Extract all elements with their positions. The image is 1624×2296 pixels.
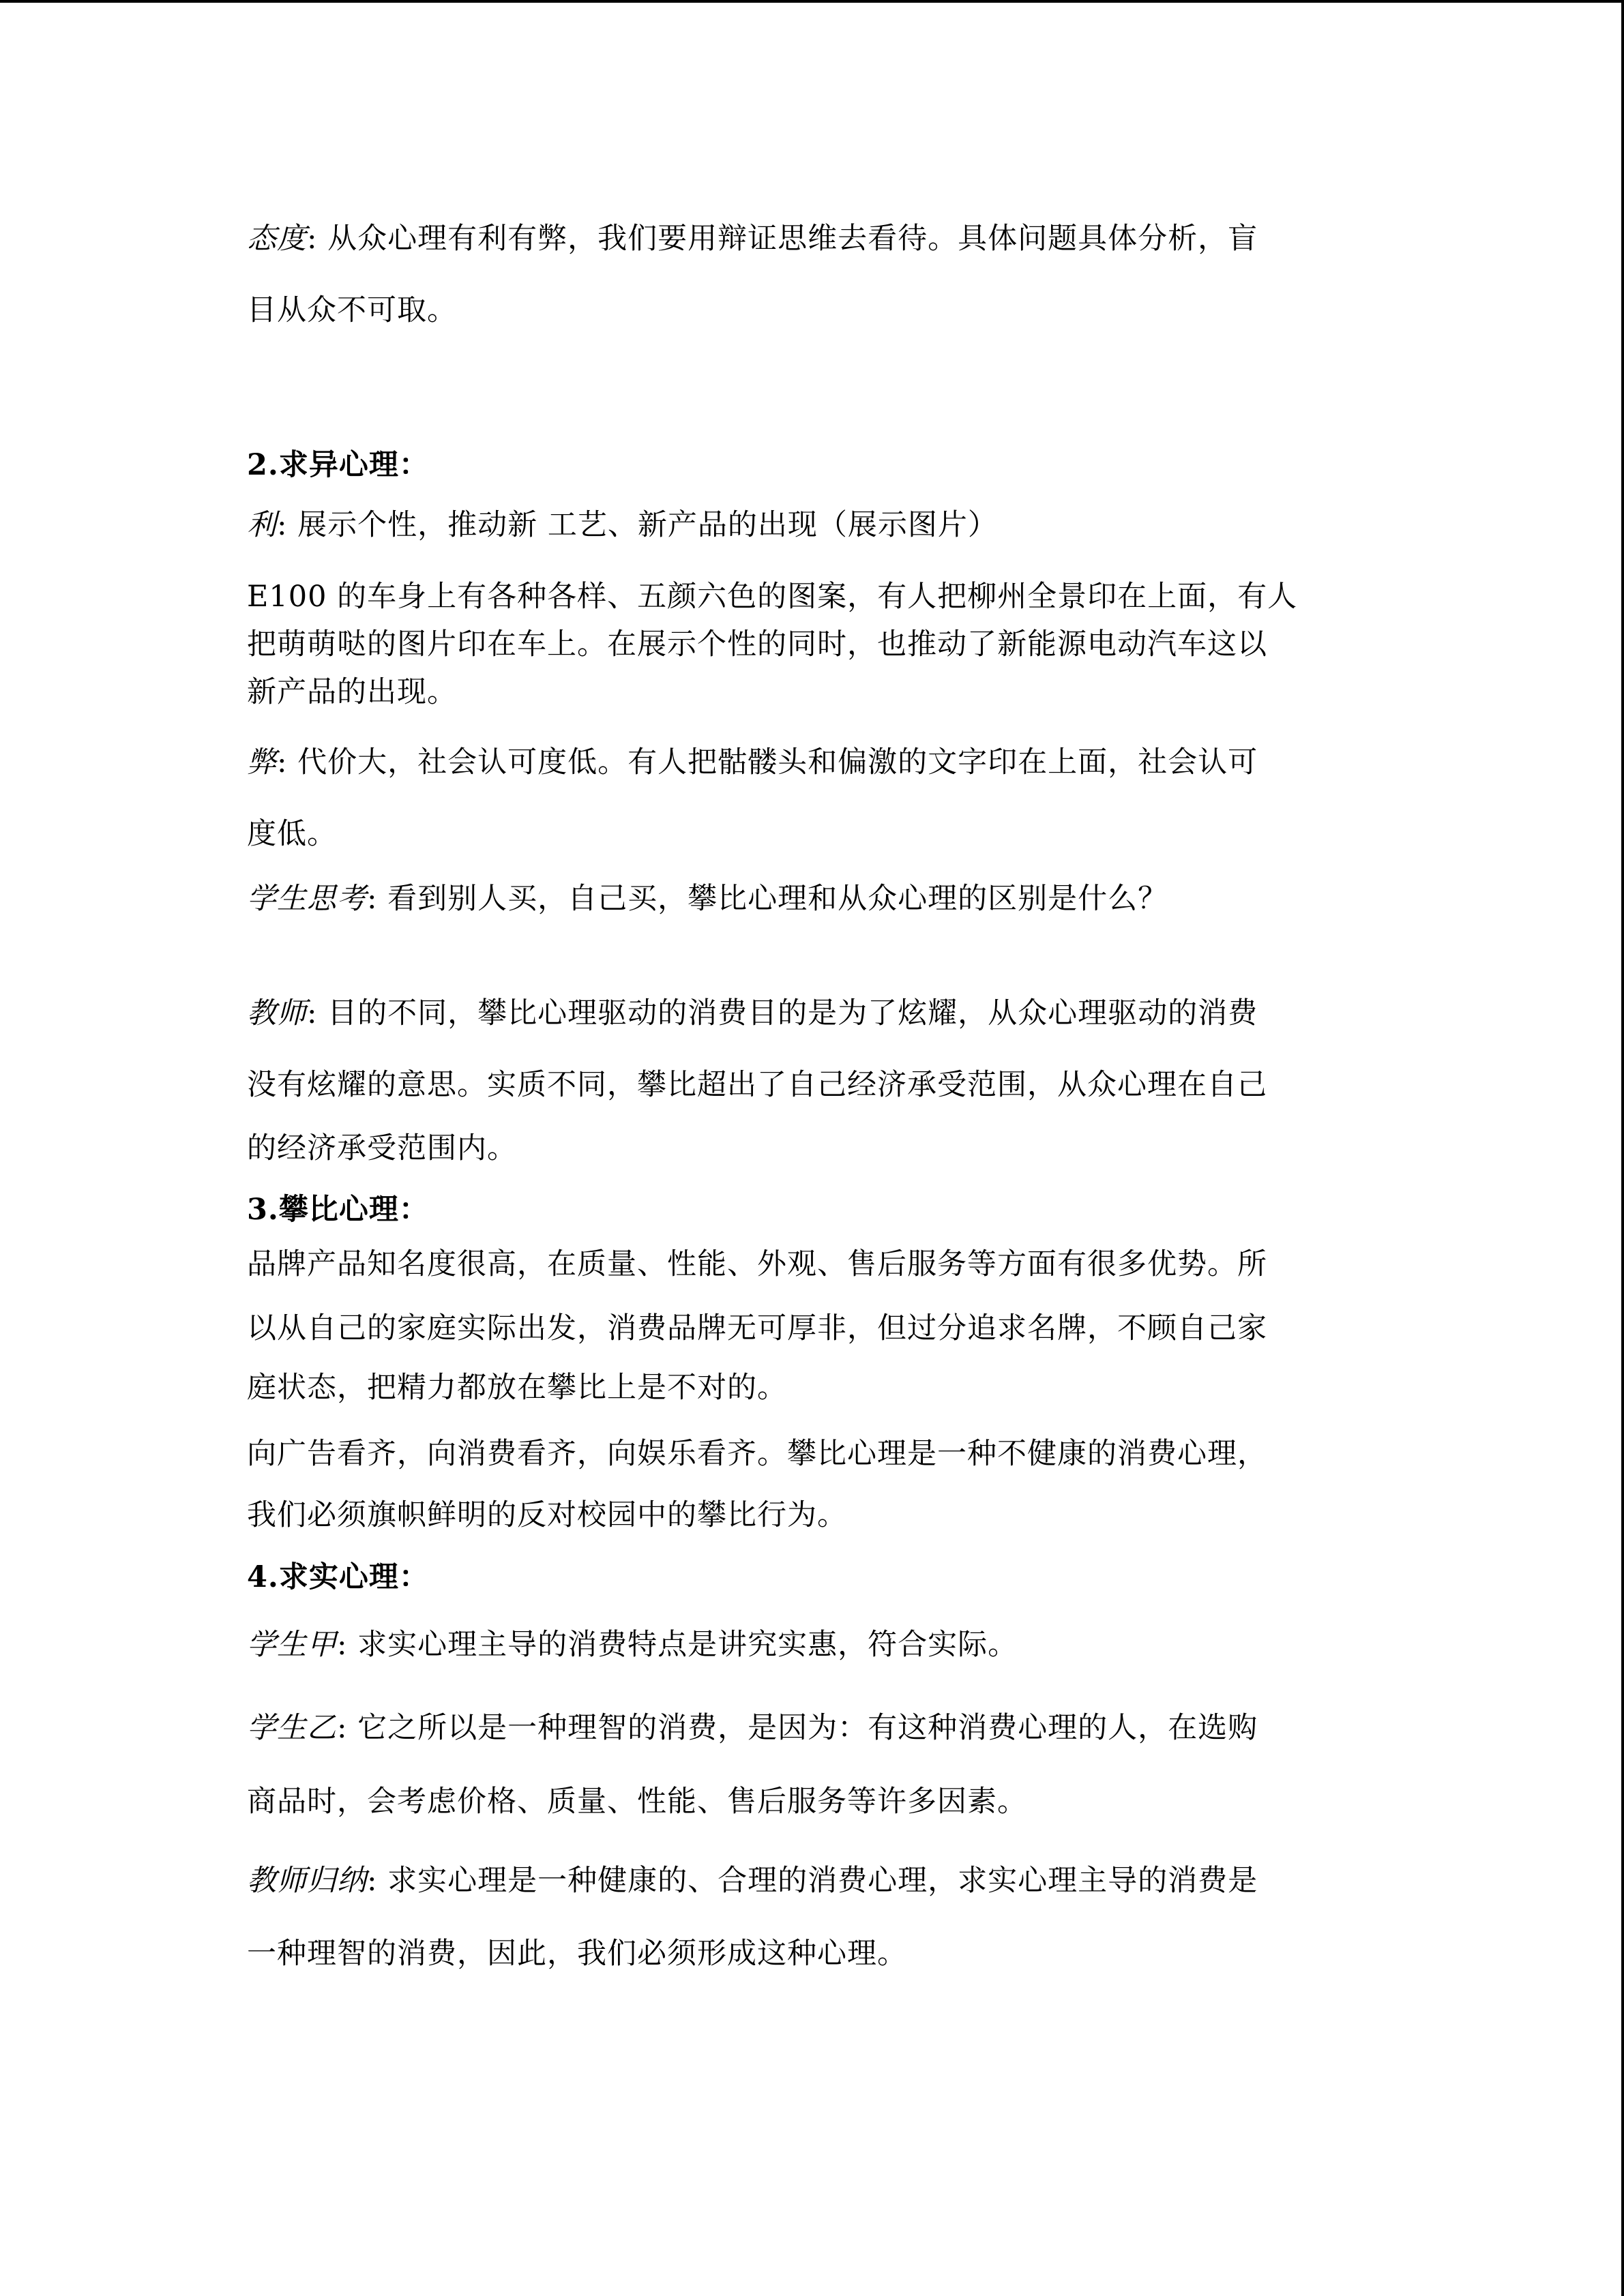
line-text: 度低。	[247, 817, 337, 851]
line-text: : 它之所以是一种理智的消费，是因为：有这种消费心理的人，在选购	[337, 1711, 1258, 1745]
text-line	[247, 220, 1372, 258]
text-line	[247, 743, 1372, 781]
line-text: : 从众心理有利有弊，我们要用辩证思维去看待。具体问题具体分析，盲	[307, 222, 1258, 256]
line-text: 新产品的出现。	[247, 675, 457, 709]
line-text: 商品时，会考虑价格、质量、性能、售后服务等许多因素。	[247, 1785, 1027, 1819]
page-top-border	[0, 0, 1624, 3]
line-text: 一种理智的消费，因此，我们必须形成这种心理。	[247, 1937, 907, 1971]
text-line	[247, 1129, 1372, 1167]
speaker-label: 弊	[247, 745, 277, 779]
speaker-label: 态度	[247, 222, 307, 256]
text-line	[247, 1309, 1372, 1347]
line-text: 庭状态，把精力都放在攀比上是不对的。	[247, 1371, 787, 1405]
text-line	[247, 1369, 1372, 1407]
text-line	[247, 1709, 1372, 1747]
section-heading: 3.攀比心理：	[247, 1193, 429, 1227]
line-text: : 求实心理主导的消费特点是讲究实惠，符合实际。	[337, 1628, 1018, 1662]
line-text: 以从自己的家庭实际出发，消费品牌无可厚非，但过分追求名牌，不顾自己家	[247, 1311, 1267, 1345]
line-text: : 展示个性，推动新 工艺、新产品的出现（展示图片）	[277, 508, 998, 542]
line-text: 向广告看齐，向消费看齐，向娱乐看齐。攀比心理是一种不健康的消费心理，	[247, 1437, 1267, 1471]
text-line	[247, 1862, 1372, 1900]
line-text: 目从众不可取。	[247, 293, 457, 327]
text-line	[247, 1435, 1372, 1473]
text-line	[247, 815, 1372, 853]
text-line	[247, 994, 1372, 1032]
line-text: 品牌产品知名度很高，在质量、性能、外观、售后服务等方面有很多优势。所	[247, 1247, 1267, 1281]
text-line	[247, 506, 1372, 544]
speaker-label: 学生乙	[247, 1711, 337, 1745]
page-right-border	[1621, 0, 1624, 2296]
line-text: : 求实心理是一种健康的、合理的消费心理，求实心理主导的消费是	[367, 1864, 1258, 1898]
section-heading: 2.求异心理：	[247, 448, 429, 482]
speaker-label: 学生思考	[247, 882, 367, 916]
line-text: 没有炫耀的意思。实质不同，攀比超出了自己经济承受范围，从众心理在自己	[247, 1068, 1267, 1102]
line-text: : 看到别人买，自己买，攀比心理和从众心理的区别是什么？	[367, 882, 1168, 916]
text-line	[247, 291, 1372, 329]
text-line	[247, 1935, 1372, 1973]
text-line	[247, 578, 1372, 616]
line-text: : 目的不同，攀比心理驱动的消费目的是为了炫耀，从众心理驱动的消费	[307, 996, 1258, 1030]
line-text: 的经济承受范围内。	[247, 1131, 517, 1165]
text-line	[247, 1245, 1372, 1283]
speaker-label: 利	[247, 508, 277, 542]
line-text: 我们必须旗帜鲜明的反对校园中的攀比行为。	[247, 1498, 847, 1532]
text-line	[247, 1626, 1372, 1664]
text-line	[247, 1066, 1372, 1104]
line-text: 把萌萌哒的图片印在车上。在展示个性的同时，也推动了新能源电动汽车这以	[247, 627, 1267, 661]
section-heading: 4.求实心理：	[247, 1560, 429, 1594]
speaker-label: 教师	[247, 996, 307, 1030]
text-line	[247, 1496, 1372, 1534]
line-text: : 代价大，社会认可度低。有人把骷髅头和偏激的文字印在上面，社会认可	[277, 745, 1258, 779]
speaker-label: 学生甲	[247, 1628, 337, 1662]
speaker-label: 教师归纳	[247, 1864, 367, 1898]
text-line	[247, 1783, 1372, 1821]
line-text: E100 的车身上有各种各样、五颜六色的图案，有人把柳州全景印在上面，有人	[247, 580, 1298, 614]
text-line	[247, 625, 1372, 664]
text-line	[247, 673, 1372, 711]
text-line	[247, 880, 1372, 918]
